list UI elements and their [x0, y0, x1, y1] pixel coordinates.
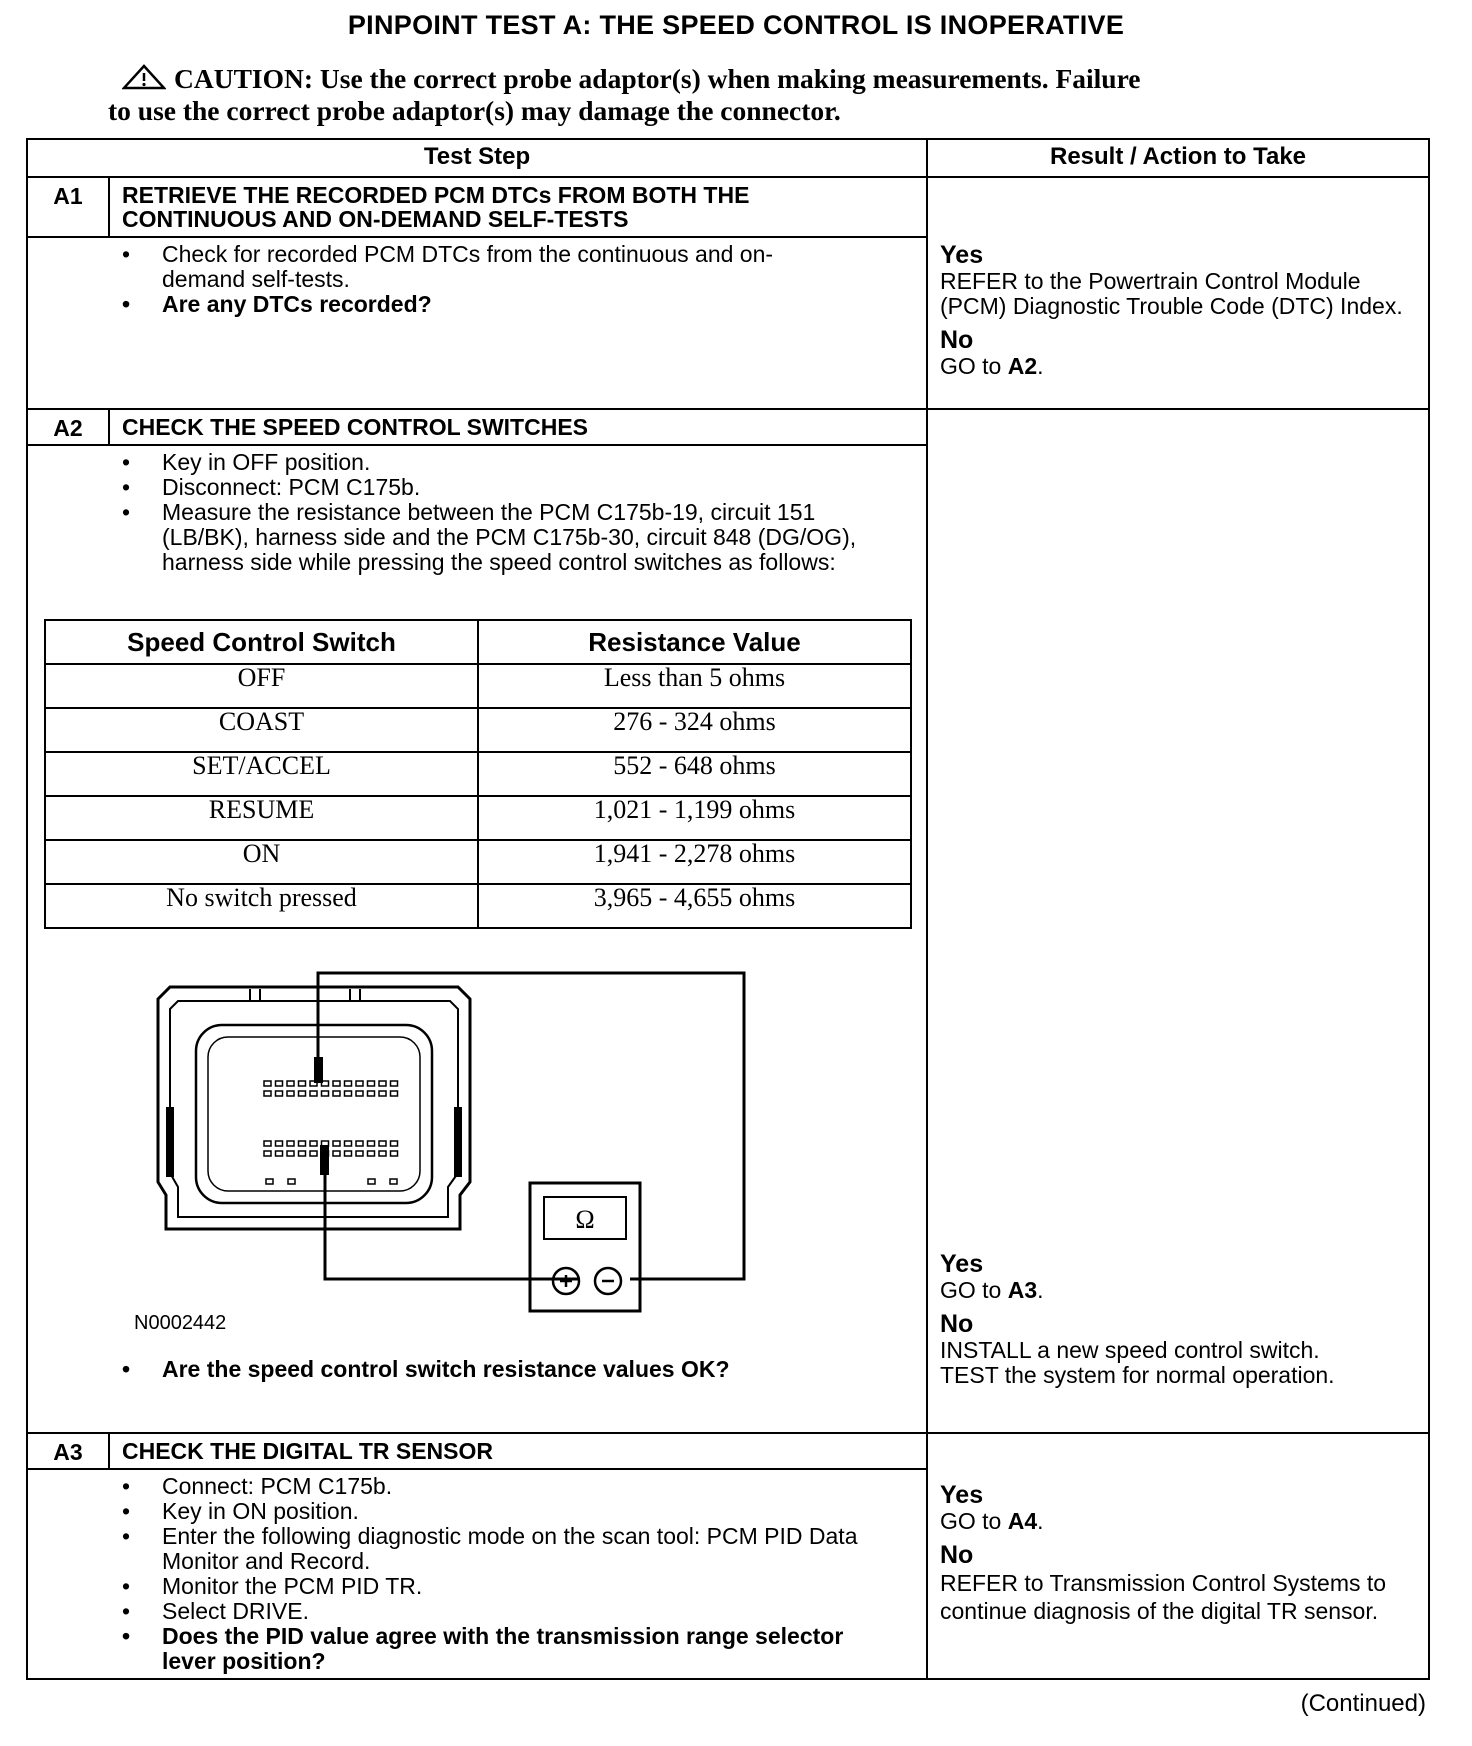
table-row [45, 752, 911, 796]
step-title-a1-line2: CONTINUOUS AND ON-DEMAND SELF-TESTS [122, 206, 629, 232]
table-row [45, 796, 911, 840]
terminal-cavity [356, 1091, 363, 1096]
resistance-table [44, 619, 912, 929]
terminal-cavity [379, 1081, 386, 1086]
header-test-step: Test Step [27, 139, 927, 177]
terminal-cavity [264, 1091, 271, 1096]
terminal-cavity [276, 1091, 283, 1096]
list-item: • Check for recorded PCM DTCs from the continuous and on-demand self-tests. [28, 242, 916, 292]
result-a3-no-label: No [940, 1541, 974, 1569]
caution-note [108, 64, 1328, 126]
terminal-cavity [379, 1151, 386, 1156]
terminal-cavity [345, 1091, 352, 1096]
table-cell: SET/ACCEL [45, 752, 478, 796]
list-item: • Connect: PCM C175b. [28, 1474, 916, 1499]
terminal-cavity [368, 1091, 375, 1096]
result-a1-no-label: No [940, 326, 974, 354]
terminal-cavity [390, 1179, 397, 1184]
terminal-cavity [287, 1141, 294, 1146]
result-a2-yes-text [940, 1278, 1418, 1303]
terminal-cavity [299, 1141, 306, 1146]
ohm-symbol: Ω [575, 1205, 595, 1234]
step-title-a2: CHECK THE SPEED CONTROL SWITCHES [109, 409, 927, 445]
terminal-cavity [333, 1151, 340, 1156]
list-item: • Select DRIVE. [28, 1599, 916, 1624]
connector-diagram [28, 937, 916, 1357]
terminal-cavity [264, 1141, 271, 1146]
terminal-cavity [310, 1091, 317, 1096]
step-id-a3: A3 [27, 1433, 109, 1469]
result-a2-no-line2: TEST the system for normal operation. [940, 1362, 1335, 1388]
terminal-cavity [345, 1081, 352, 1086]
table-cell: COAST [45, 708, 478, 752]
terminal-cavity [356, 1151, 363, 1156]
step-body-a3 [27, 1469, 927, 1679]
result-a1-no-suffix: . [1037, 353, 1044, 379]
list-item: • Are any DTCs recorded? [28, 292, 916, 317]
step-title-a1-line1: RETRIEVE THE RECORDED PCM DTCs FROM BOTH THE [122, 182, 750, 208]
terminal-cavity [299, 1091, 306, 1096]
step-id-a2: A2 [27, 409, 109, 445]
terminal-cavity [287, 1081, 294, 1086]
terminal-cavity [266, 1179, 273, 1184]
step-body-a2 [27, 445, 927, 1433]
list-item: • Key in ON position. [28, 1499, 916, 1524]
result-a2-no-line1: INSTALL a new speed control switch. [940, 1337, 1320, 1363]
table-cell: No switch pressed [45, 884, 478, 928]
result-a3-yes-target: A4 [1007, 1508, 1038, 1534]
result-a1-no-prefix: GO to [940, 353, 1008, 379]
table-cell: ON [45, 840, 478, 884]
connector-diagram-svg [28, 937, 928, 1357]
terminal-cavity [276, 1141, 283, 1146]
terminal-cavity [299, 1151, 306, 1156]
step-id-a1: A1 [27, 177, 109, 237]
result-a2-yes-target: A3 [1007, 1277, 1038, 1303]
terminal-cavity [391, 1151, 398, 1156]
result-a1-no-target: A2 [1007, 353, 1038, 379]
terminal-cavity [391, 1141, 398, 1146]
terminal-cavity [310, 1141, 317, 1146]
terminal-cavity [322, 1091, 329, 1096]
terminal-cavity [299, 1081, 306, 1086]
pinpoint-test-table [26, 138, 1430, 1680]
result-a3 [927, 1433, 1429, 1679]
terminal-cavity [333, 1091, 340, 1096]
list-item: • Does the PID value agree with the transmission range selector lever position? [28, 1624, 916, 1674]
plus-icon [560, 1275, 572, 1287]
terminal-cavity [276, 1081, 283, 1086]
terminal-cavity [379, 1141, 386, 1146]
step-title-a1 [109, 177, 927, 237]
terminal-cavity [391, 1091, 398, 1096]
continued-label: (Continued) [1300, 1690, 1426, 1717]
list-item: • Key in OFF position. [28, 450, 916, 475]
result-a1-yes-text: REFER to the Powertrain Control Module (PCM) Diagnostic Trouble Code (DTC) Index. [940, 268, 1403, 319]
table-cell: 3,965 - 4,655 ohms [478, 884, 911, 928]
terminal-cavity [287, 1151, 294, 1156]
terminal-cavity [356, 1141, 363, 1146]
list-item: • Measure the resistance between the PCM C175b-19, circuit 151 (LB/BK), harness side and the PCM C175b-30, circuit 848 (DG/OG), harness side while pressing the speed control switches as follows: [28, 500, 916, 575]
result-a1-no-text [940, 354, 1418, 379]
result-a3-yes-label: Yes [940, 1481, 984, 1509]
step-body-a1 [27, 237, 927, 409]
result-a1 [927, 177, 1429, 409]
result-a2-yes-label: Yes [940, 1250, 984, 1278]
terminal-cavity [345, 1151, 352, 1156]
table-cell: Less than 5 ohms [478, 664, 911, 708]
table-row [45, 708, 911, 752]
figure-id: N0002442 [134, 1312, 227, 1334]
terminal-cavity [333, 1141, 340, 1146]
table-row [45, 664, 911, 708]
table-cell: OFF [45, 664, 478, 708]
terminal-cavity [356, 1081, 363, 1086]
result-a1-yes-label: Yes [940, 241, 984, 269]
list-item: • Monitor the PCM PID TR. [28, 1574, 916, 1599]
terminal-cavity [368, 1179, 375, 1184]
result-a3-yes-suffix: . [1037, 1508, 1044, 1534]
terminal-cavity [368, 1151, 375, 1156]
result-a2-yes-prefix: GO to [940, 1277, 1008, 1303]
table-cell: RESUME [45, 796, 478, 840]
list-item: • Disconnect: PCM C175b. [28, 475, 916, 500]
result-a2-no-label: No [940, 1310, 974, 1338]
caution-line-2: to use the correct probe adaptor(s) may damage the connector. [108, 95, 841, 126]
terminal-cavity [368, 1141, 375, 1146]
terminal-cavity [310, 1151, 317, 1156]
warning-triangle-icon [122, 64, 166, 96]
terminal-cavity [368, 1081, 375, 1086]
caution-line-1: Use the correct probe adaptor(s) when making measurements. Failure [319, 63, 1141, 94]
result-a3-yes-text [940, 1509, 1418, 1534]
table-cell: 1,941 - 2,278 ohms [478, 840, 911, 884]
resistance-col-switch: Speed Control Switch [45, 620, 478, 664]
terminal-cavity [391, 1081, 398, 1086]
table-row [45, 840, 911, 884]
page-title: PINPOINT TEST A: THE SPEED CONTROL IS INOPERATIVE [347, 10, 1125, 40]
table-row [45, 884, 911, 928]
terminal-cavity [288, 1179, 295, 1184]
header-result: Result / Action to Take [927, 139, 1429, 177]
terminal-cavity [379, 1091, 386, 1096]
step-title-a3: CHECK THE DIGITAL TR SENSOR [109, 1433, 927, 1469]
terminal-cavity [264, 1081, 271, 1086]
result-a3-yes-prefix: GO to [940, 1508, 1008, 1534]
table-cell: 1,021 - 1,199 ohms [478, 796, 911, 840]
terminal-cavity [264, 1151, 271, 1156]
result-a3-no-text: REFER to Transmission Control Systems to continue diagnosis of the digital TR sensor. [940, 1570, 1387, 1624]
list-item: • Enter the following diagnostic mode on the scan tool: PCM PID Data Monitor and Record. [28, 1524, 916, 1574]
table-cell: 552 - 648 ohms [478, 752, 911, 796]
list-item: • Are the speed control switch resistance values OK? [28, 1357, 916, 1382]
result-a2 [927, 409, 1429, 1433]
table-cell: 276 - 324 ohms [478, 708, 911, 752]
terminal-rows [264, 1081, 398, 1184]
result-a2-yes-suffix: . [1037, 1277, 1044, 1303]
resistance-col-value: Resistance Value [478, 620, 911, 664]
terminal-cavity [287, 1091, 294, 1096]
caution-label: CAUTION: [174, 63, 314, 94]
terminal-cavity [276, 1151, 283, 1156]
terminal-cavity [345, 1141, 352, 1146]
terminal-cavity [333, 1081, 340, 1086]
